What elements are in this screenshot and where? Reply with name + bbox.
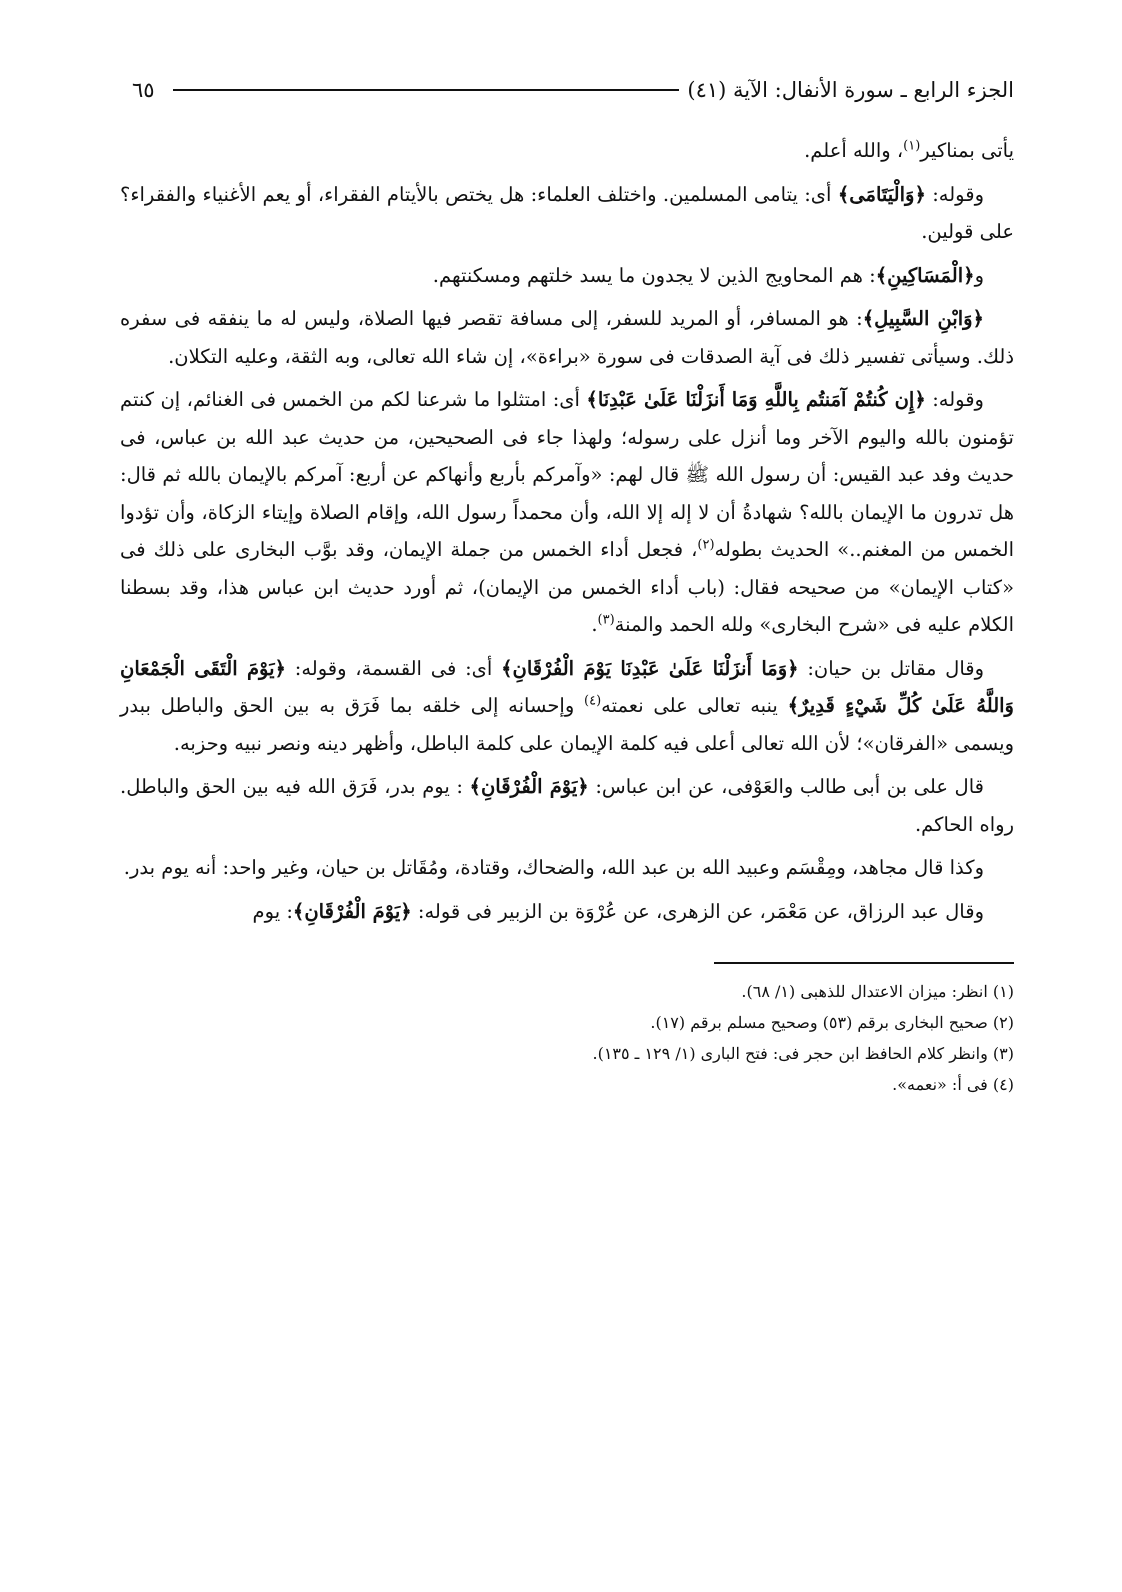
footnote: (٤) فى أ: «نعمه». — [892, 1075, 1014, 1094]
paragraph — [120, 849, 1014, 887]
text-run: وكذا قال مجاهد، ومِقْسَم وعبيد الله بن عبد الله، والضحاك، وقتادة، ومُقَاتل بن حيان، وغير واحد: أنه يوم بدر. — [123, 856, 984, 879]
text-run: : يوم بدر، فَرَق الله فيه بين الحق والباطل. رواه الحاكم. — [120, 775, 1014, 836]
running-header-title: الجزء الرابع ـ سورة الأنفال: الآية (٤١) — [687, 78, 1014, 102]
main-text — [120, 132, 1014, 930]
footnote-ref: (٣) — [597, 612, 615, 628]
quran-quote: ﴿يَوْمَ الْتَقَى الْجَمْعَانِ وَاللَّهُ عَلَىٰ كُلِّ شَيْءٍ قَدِيرٌ﴾ — [120, 656, 1014, 717]
text-run: ، والله أعلم. — [804, 139, 904, 162]
text-run: و — [974, 263, 984, 287]
paragraph — [120, 132, 1014, 170]
footnote-ref: (١) — [903, 138, 921, 154]
footnote-ref: (٢) — [697, 537, 715, 553]
text-run: وقوله: — [925, 388, 984, 411]
paragraph — [120, 650, 1014, 763]
quran-quote: ﴿يَوْمَ الْفُرْقَانِ﴾ — [469, 775, 589, 798]
quran-quote: ﴿يَوْمَ الْفُرْقَانِ﴾ — [292, 899, 412, 923]
paragraph — [120, 768, 1014, 843]
paragraph — [120, 381, 1014, 644]
quran-quote: ﴿وَمَا أَنزَلْنَا عَلَىٰ عَبْدِنَا يَوْمَ الْفُرْقَانِ﴾ — [501, 656, 799, 680]
text-run: ينبه تعالى على نعمته — [601, 694, 788, 717]
quran-quote: ﴿إِن كُنتُمْ آمَنتُم بِاللَّهِ وَمَا أَنزَلْنَا عَلَىٰ عَبْدِنَا﴾ — [586, 388, 926, 411]
paragraph — [120, 893, 1014, 931]
text-run: وقال مقاتل بن حيان: — [798, 656, 985, 680]
paragraph — [120, 176, 1014, 251]
text-run: أى: فى القسمة، وقوله: — [285, 656, 502, 680]
footnote: (١) انظر: ميزان الاعتدال للذهبى (١/ ٦٨). — [741, 982, 1014, 1001]
paragraph — [120, 257, 1014, 295]
page-number: ٦٥ — [132, 78, 155, 102]
text-run: قال على بن أبى طالب والعَوْفى، عن ابن عباس: — [588, 775, 984, 798]
text-run: أى: امتثلوا ما شرعنا لكم من الخمس فى الغنائم، إن كنتم تؤمنون بالله واليوم الآخر وما أنزل على رسوله؛ ولهذا جاء فى الصحيحين، من حديث عبد الله بن عباس، فى حديث وفد عبد القيس: أن رسول الله ﷺ قال لهم: «وآمركم بأربع وأنهاكم عن أربع: آمركم بالإيمان بالله ثم قال: هل تدرون ما الإيمان بالله؟ شهادةُ أن لا إله إلا الله، وأن محمداً رسول الله، وإقام الصلاة وإيتاء الزكاة، وأن تؤدوا الخمس من المغنم..» الحديث بطوله — [120, 388, 1014, 561]
text-run: : يوم — [252, 899, 293, 923]
text-run: يأتى بمناكير — [920, 139, 1014, 162]
text-run: وقال عبد الرزاق، عن مَعْمَر، عن الزهرى، عن عُرْوَة بن الزبير فى قوله: — [411, 899, 984, 923]
text-run: أى: يتامى المسلمين. واختلف العلماء: هل يختص بالأيتام الفقراء، أو يعم الأغنياء والفقراء؟ على قولين. — [120, 182, 1014, 243]
header-rule — [173, 89, 680, 91]
footnote-divider — [714, 962, 1014, 964]
text-run: . — [591, 613, 598, 636]
text-run: وقوله: — [925, 182, 984, 206]
text-run: : هو المسافر، أو المريد للسفر، إلى مسافة تقصر فيها الصلاة، وليس له ما ينفقه فى سفره ذلك. وسيأتى تفسير ذلك فى آية الصدقات فى سورة «براءة»، إن شاء الله تعالى، وبه الثقة، وعليه التكلان. — [120, 307, 1014, 368]
footnote-ref: (٤) — [584, 693, 602, 709]
quran-quote: ﴿الْمَسَاكِينِ﴾ — [875, 263, 975, 287]
running-header — [120, 70, 1014, 110]
paragraph — [120, 300, 1014, 375]
text-run: وإحسانه إلى خلقه بما فَرَق به بين الحق والباطل ببدر ويسمى «الفرقان»؛ لأن الله تعالى أعلى فيه كلمة الإيمان على كلمة الباطل، وأظهر دينه ونصر نبيه وحزبه. — [120, 694, 1014, 755]
text-run: : هم المحاويج الذين لا يجدون ما يسد خلتهم ومسكنتهم. — [432, 263, 876, 287]
footnotes — [120, 976, 1014, 1100]
quran-quote: ﴿وَابْنِ السَّبِيلِ﴾ — [862, 307, 984, 330]
footnote: (٢) صحيح البخارى برقم (٥٣) وصحيح مسلم برقم (١٧). — [650, 1013, 1014, 1032]
footnote: (٣) وانظر كلام الحافظ ابن حجر فى: فتح البارى (١/ ١٢٩ ـ ١٣٥). — [592, 1044, 1014, 1063]
text-run: ، فجعل أداء الخمس من جملة الإيمان، وقد بوَّب البخارى على ذلك فى «كتاب الإيمان» من صحيحه فقال: (باب أداء الخمس من الإيمان)، ثم أورد حديث ابن عباس هذا، وقد بسطنا الكلام عليه فى «شرح البخارى» ولله الحمد والمنة — [120, 538, 1014, 636]
quran-quote: ﴿وَالْيَتَامَى﴾ — [837, 182, 926, 206]
